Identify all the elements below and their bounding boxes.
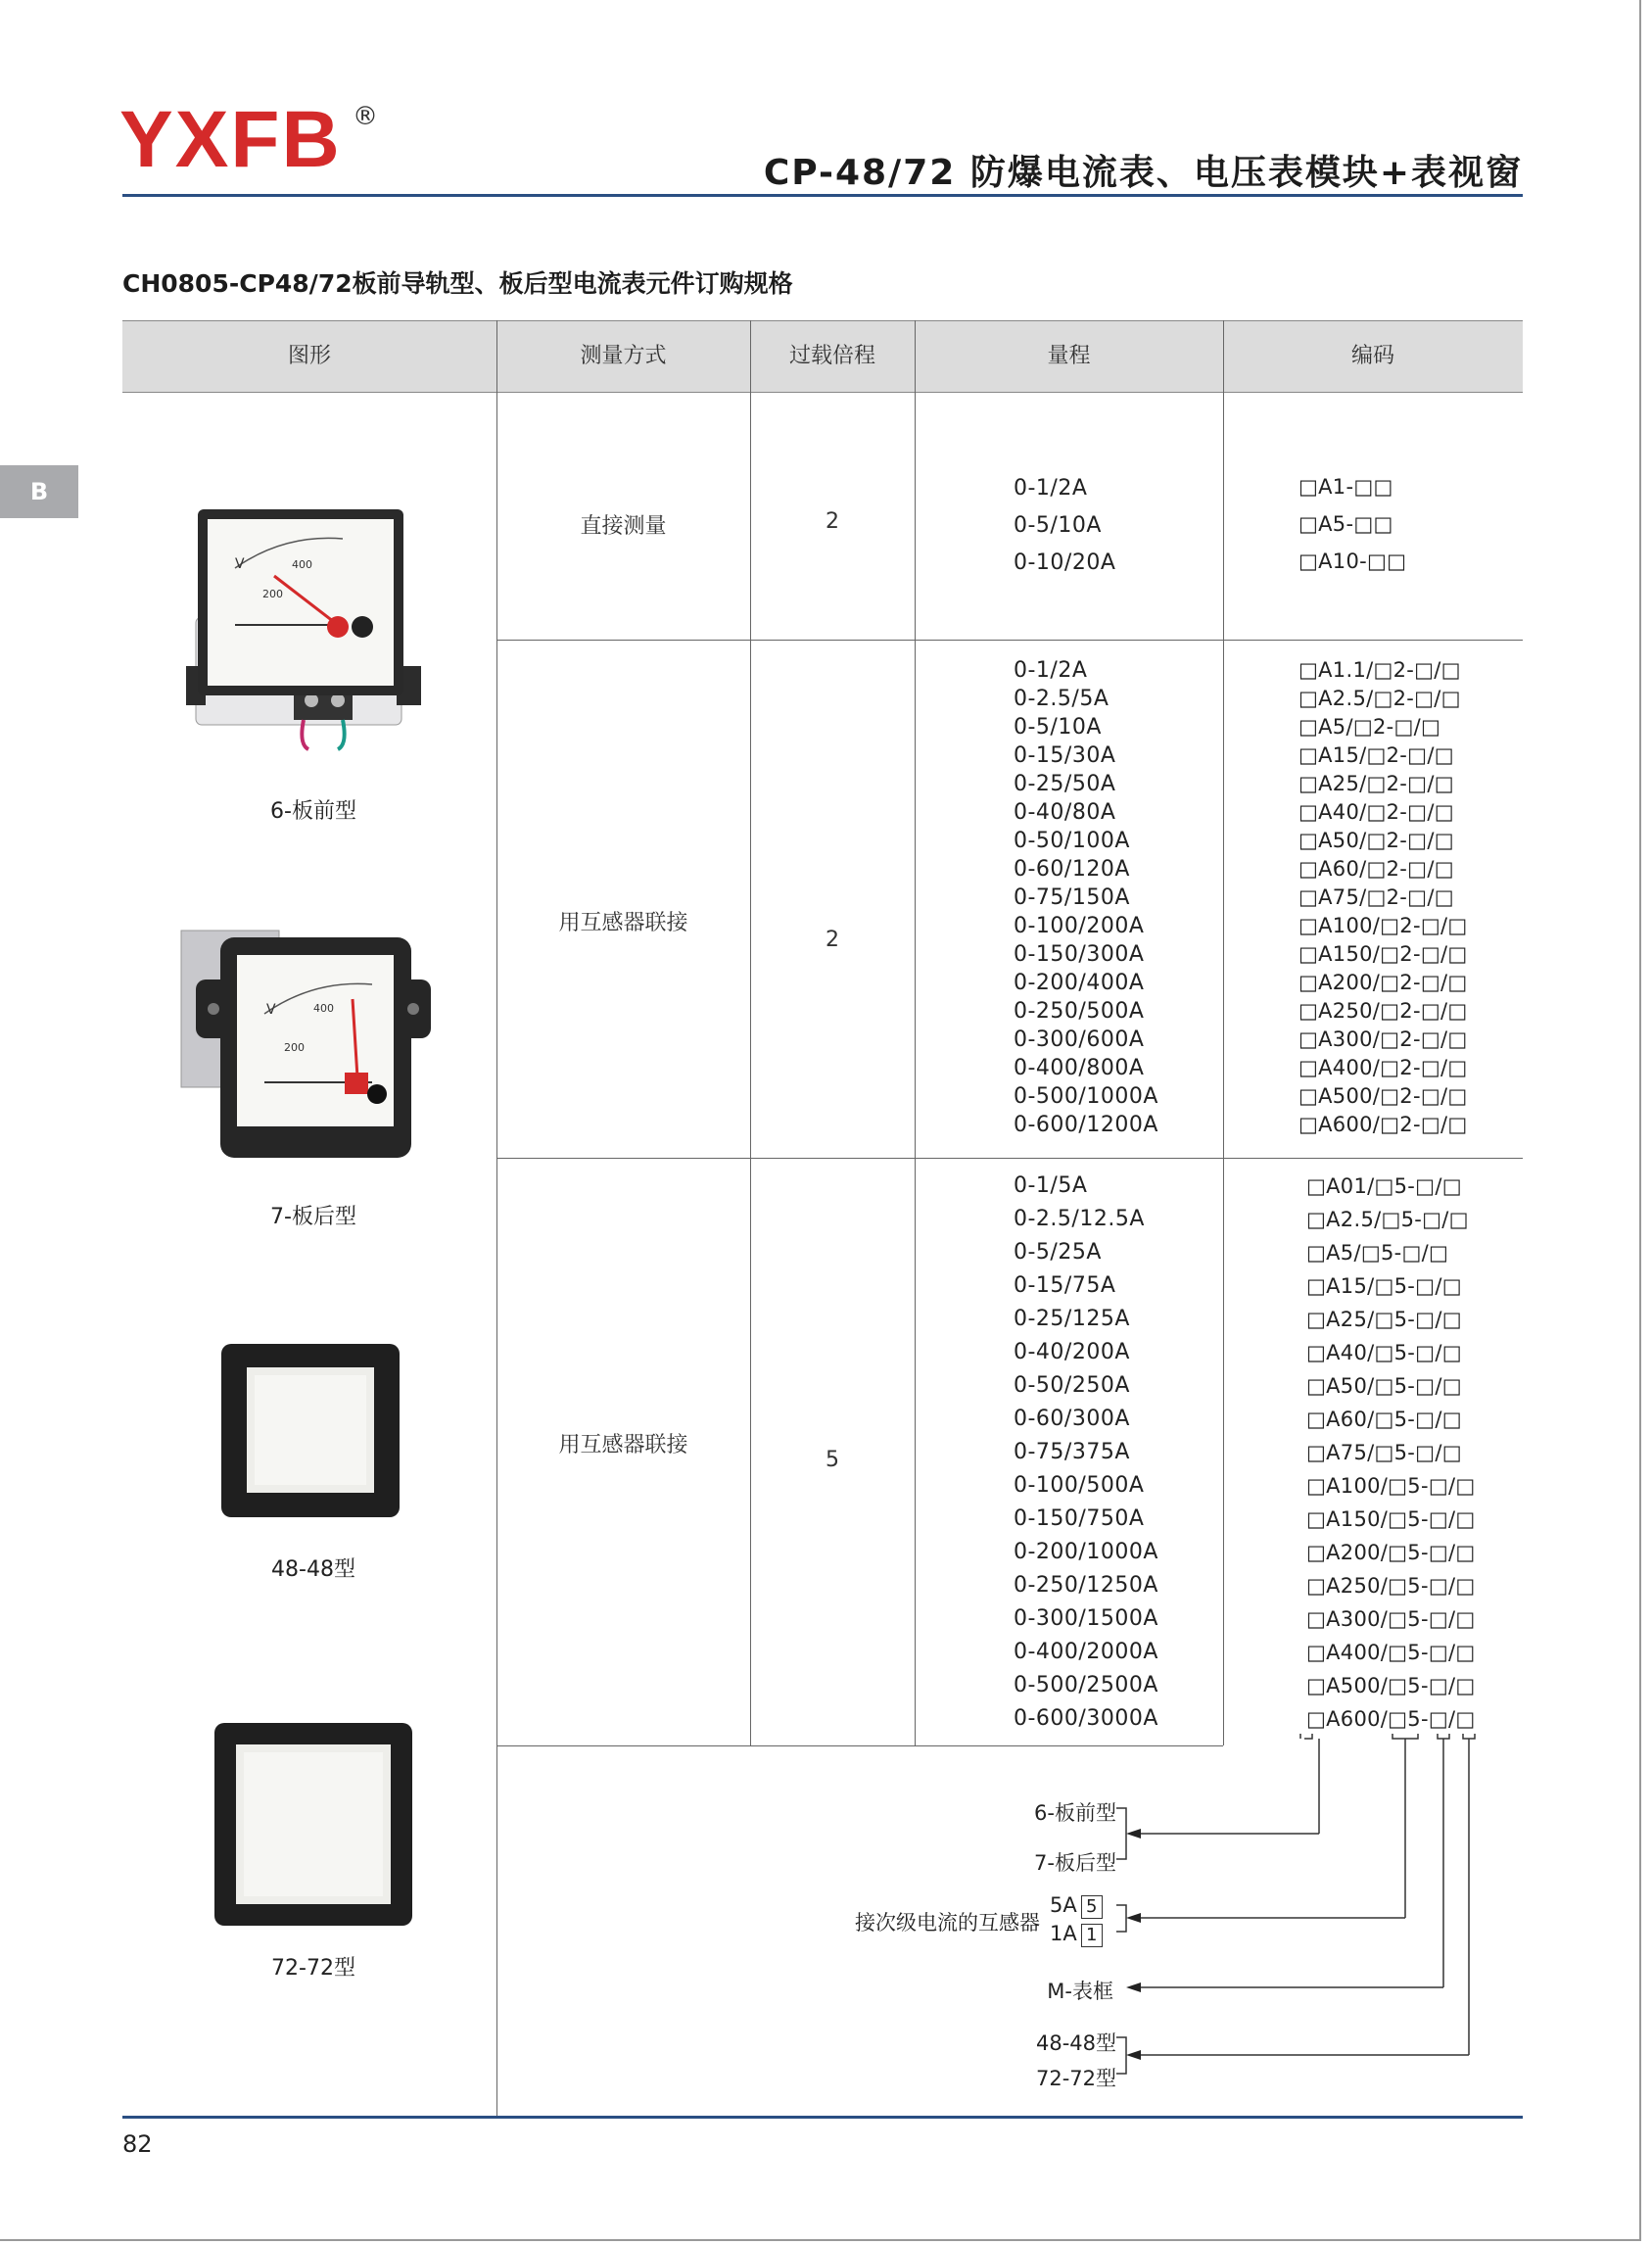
- code-item: □A150/□5-□/□: [1306, 1507, 1476, 1531]
- range-item: 0-500/1000A: [1014, 1084, 1158, 1109]
- range-item: 0-150/750A: [1014, 1506, 1145, 1531]
- code-list: [1298, 656, 1468, 1139]
- code-item: □A300/□5-□/□: [1306, 1607, 1476, 1631]
- window-48-image: [217, 1340, 403, 1521]
- legend-frame: M-表框: [1047, 1980, 1113, 2003]
- legend-size-72: 72-72型: [1035, 2067, 1116, 2090]
- footer-rule: [122, 2116, 1523, 2119]
- ct-1a-text: 1A: [1050, 1922, 1077, 1945]
- code-item: □A5/□5-□/□: [1306, 1241, 1449, 1265]
- code-item: □A2.5/□5-□/□: [1306, 1208, 1469, 1231]
- range-item: 0-250/500A: [1014, 999, 1145, 1024]
- range-item: 0-250/1250A: [1014, 1573, 1158, 1598]
- method-ct: 用互感器联接: [558, 1433, 688, 1457]
- code-item: □A25/□5-□/□: [1306, 1308, 1462, 1331]
- range-item: 0-75/375A: [1014, 1440, 1130, 1464]
- range-item: 0-1/2A: [1014, 658, 1088, 683]
- range-item: 0-50/100A: [1014, 829, 1130, 853]
- code-item: □A60/□2-□/□: [1298, 857, 1454, 881]
- col-header-overload: 过载倍程: [788, 344, 875, 368]
- dial-label: V: [235, 556, 245, 572]
- code-item: □A10-□□: [1298, 549, 1407, 573]
- code-item: □A5-□□: [1298, 512, 1393, 536]
- legend-ct-label: 接次级电流的互感器: [855, 1911, 1040, 1935]
- code-item: □A100/□2-□/□: [1298, 914, 1468, 937]
- code-item: □A400/□5-□/□: [1306, 1641, 1476, 1664]
- code-list: [1298, 468, 1406, 580]
- legend-mount-front: 6-板前型: [1034, 1801, 1116, 1825]
- grid-line: [915, 320, 916, 1745]
- range-item: 0-50/250A: [1014, 1373, 1130, 1398]
- grid-line: [750, 320, 751, 1745]
- range-item: 0-10/20A: [1014, 550, 1116, 575]
- range-item: 0-100/500A: [1014, 1473, 1145, 1498]
- code-item: □A2.5/□2-□/□: [1298, 687, 1461, 710]
- legend-ct-1a: [1050, 1922, 1103, 1947]
- range-item: 0-300/600A: [1014, 1027, 1145, 1052]
- page-title: CP-48/72 防爆电流表、电压表模块+表视窗: [763, 153, 1523, 193]
- range-item: 0-2.5/12.5A: [1014, 1207, 1145, 1231]
- range-item: 0-1/2A: [1014, 476, 1088, 501]
- legend-ct-5a: [1050, 1893, 1103, 1919]
- grid-line: [496, 1158, 1523, 1159]
- range-list: [1014, 470, 1115, 582]
- figure-caption: 7-板后型: [270, 1205, 356, 1229]
- header-rule: [122, 194, 1523, 197]
- range-item: 0-600/3000A: [1014, 1706, 1158, 1731]
- range-list: [1014, 1170, 1158, 1736]
- range-item: 0-75/150A: [1014, 885, 1130, 910]
- code-item: □A5/□2-□/□: [1298, 715, 1441, 739]
- legend-mount-rear: 7-板后型: [1034, 1851, 1116, 1875]
- code-item: □A25/□2-□/□: [1298, 772, 1454, 795]
- range-item: 0-400/2000A: [1014, 1640, 1158, 1664]
- ordering-key-lines: [1077, 1724, 1518, 2096]
- code-item: □A600/□2-□/□: [1298, 1113, 1468, 1136]
- code-item: □A250/□2-□/□: [1298, 999, 1468, 1023]
- panel-rear-meter-image: [176, 926, 450, 1170]
- figure-caption: 48-48型: [271, 1557, 355, 1582]
- figure-caption: 72-72型: [271, 1956, 355, 1981]
- figure-caption: 6-板前型: [270, 799, 356, 824]
- range-item: 0-15/75A: [1014, 1273, 1116, 1298]
- registered-mark: ®: [353, 102, 378, 131]
- ct-5a-code-box: 5: [1081, 1895, 1103, 1919]
- code-item: □A15/□5-□/□: [1306, 1274, 1462, 1298]
- code-item: □A400/□2-□/□: [1298, 1056, 1468, 1079]
- range-list: [1014, 656, 1158, 1139]
- code-item: □A15/□2-□/□: [1298, 743, 1454, 767]
- code-item: □A1.1/□2-□/□: [1298, 658, 1461, 682]
- range-item: 0-40/200A: [1014, 1340, 1130, 1364]
- code-item: □A100/□5-□/□: [1306, 1474, 1476, 1498]
- panel-front-meter-image: [176, 500, 441, 754]
- code-item: □A01/□5-□/□: [1306, 1174, 1462, 1198]
- code-item: □A300/□2-□/□: [1298, 1027, 1468, 1051]
- method-direct: 直接测量: [580, 514, 667, 539]
- range-item: 0-40/80A: [1014, 800, 1116, 825]
- code-item: □A75/□5-□/□: [1306, 1441, 1462, 1464]
- range-item: 0-500/2500A: [1014, 1673, 1158, 1697]
- range-item: 0-60/300A: [1014, 1407, 1130, 1431]
- window-72-image: [211, 1719, 416, 1930]
- col-header-range: 量程: [1047, 344, 1091, 368]
- code-item: □A250/□5-□/□: [1306, 1574, 1476, 1598]
- code-item: □A500/□5-□/□: [1306, 1674, 1476, 1697]
- code-item: □A500/□2-□/□: [1298, 1084, 1468, 1108]
- section-tab: B: [0, 465, 78, 518]
- code-item: □A1-□□: [1298, 475, 1393, 499]
- range-item: 0-1/5A: [1014, 1173, 1088, 1198]
- grid-line: [496, 320, 497, 2116]
- range-item: 0-200/400A: [1014, 971, 1145, 995]
- code-item: □A40/□5-□/□: [1306, 1341, 1462, 1364]
- code-item: □A50/□2-□/□: [1298, 829, 1454, 852]
- range-item: 0-100/200A: [1014, 914, 1145, 938]
- dial-label: 200: [262, 588, 283, 600]
- dial-label: 400: [313, 1002, 334, 1015]
- range-item: 0-5/10A: [1014, 715, 1102, 740]
- grid-line: [1223, 320, 1224, 1745]
- col-header-figure: 图形: [287, 344, 331, 368]
- code-item: □A200/□2-□/□: [1298, 971, 1468, 994]
- code-item: □A40/□2-□/□: [1298, 800, 1454, 824]
- code-item: □A60/□5-□/□: [1306, 1408, 1462, 1431]
- code-item: □A200/□5-□/□: [1306, 1541, 1476, 1564]
- ct-5a-text: 5A: [1050, 1893, 1077, 1917]
- col-header-code: 编码: [1350, 344, 1394, 368]
- ct-1a-code-box: 1: [1081, 1924, 1103, 1947]
- method-ct: 用互感器联接: [558, 911, 688, 935]
- legend-size-48: 48-48型: [1035, 2031, 1116, 2055]
- dial-label: 200: [284, 1041, 305, 1054]
- range-item: 0-200/1000A: [1014, 1540, 1158, 1564]
- range-item: 0-5/10A: [1014, 513, 1102, 538]
- range-item: 0-150/300A: [1014, 942, 1145, 967]
- overload-value: 5: [826, 1448, 839, 1472]
- overload-value: 2: [826, 928, 839, 952]
- dial-label: V: [266, 1002, 276, 1018]
- code-item: □A150/□2-□/□: [1298, 942, 1468, 966]
- code-item: □A75/□2-□/□: [1298, 885, 1454, 909]
- code-item: □A600/□5-□/□: [1306, 1707, 1476, 1731]
- range-item: 0-400/800A: [1014, 1056, 1145, 1080]
- section-subtitle: CH0805-CP48/72板前导轨型、板后型电流表元件订购规格: [122, 269, 793, 298]
- range-item: 0-600/1200A: [1014, 1113, 1158, 1137]
- grid-line: [496, 640, 1523, 641]
- range-item: 0-300/1500A: [1014, 1606, 1158, 1631]
- code-item: □A50/□5-□/□: [1306, 1374, 1462, 1398]
- code-list: [1306, 1170, 1476, 1736]
- brand-logo: YXFB: [119, 95, 342, 184]
- dial-label: 400: [292, 558, 312, 571]
- col-header-method: 测量方式: [580, 344, 667, 368]
- range-item: 0-60/120A: [1014, 857, 1130, 882]
- range-item: 0-5/25A: [1014, 1240, 1102, 1265]
- range-item: 0-2.5/5A: [1014, 687, 1109, 711]
- range-item: 0-25/50A: [1014, 772, 1116, 796]
- overload-value: 2: [826, 509, 839, 534]
- page-number: 82: [122, 2130, 153, 2158]
- range-item: 0-25/125A: [1014, 1307, 1130, 1331]
- range-item: 0-15/30A: [1014, 743, 1116, 768]
